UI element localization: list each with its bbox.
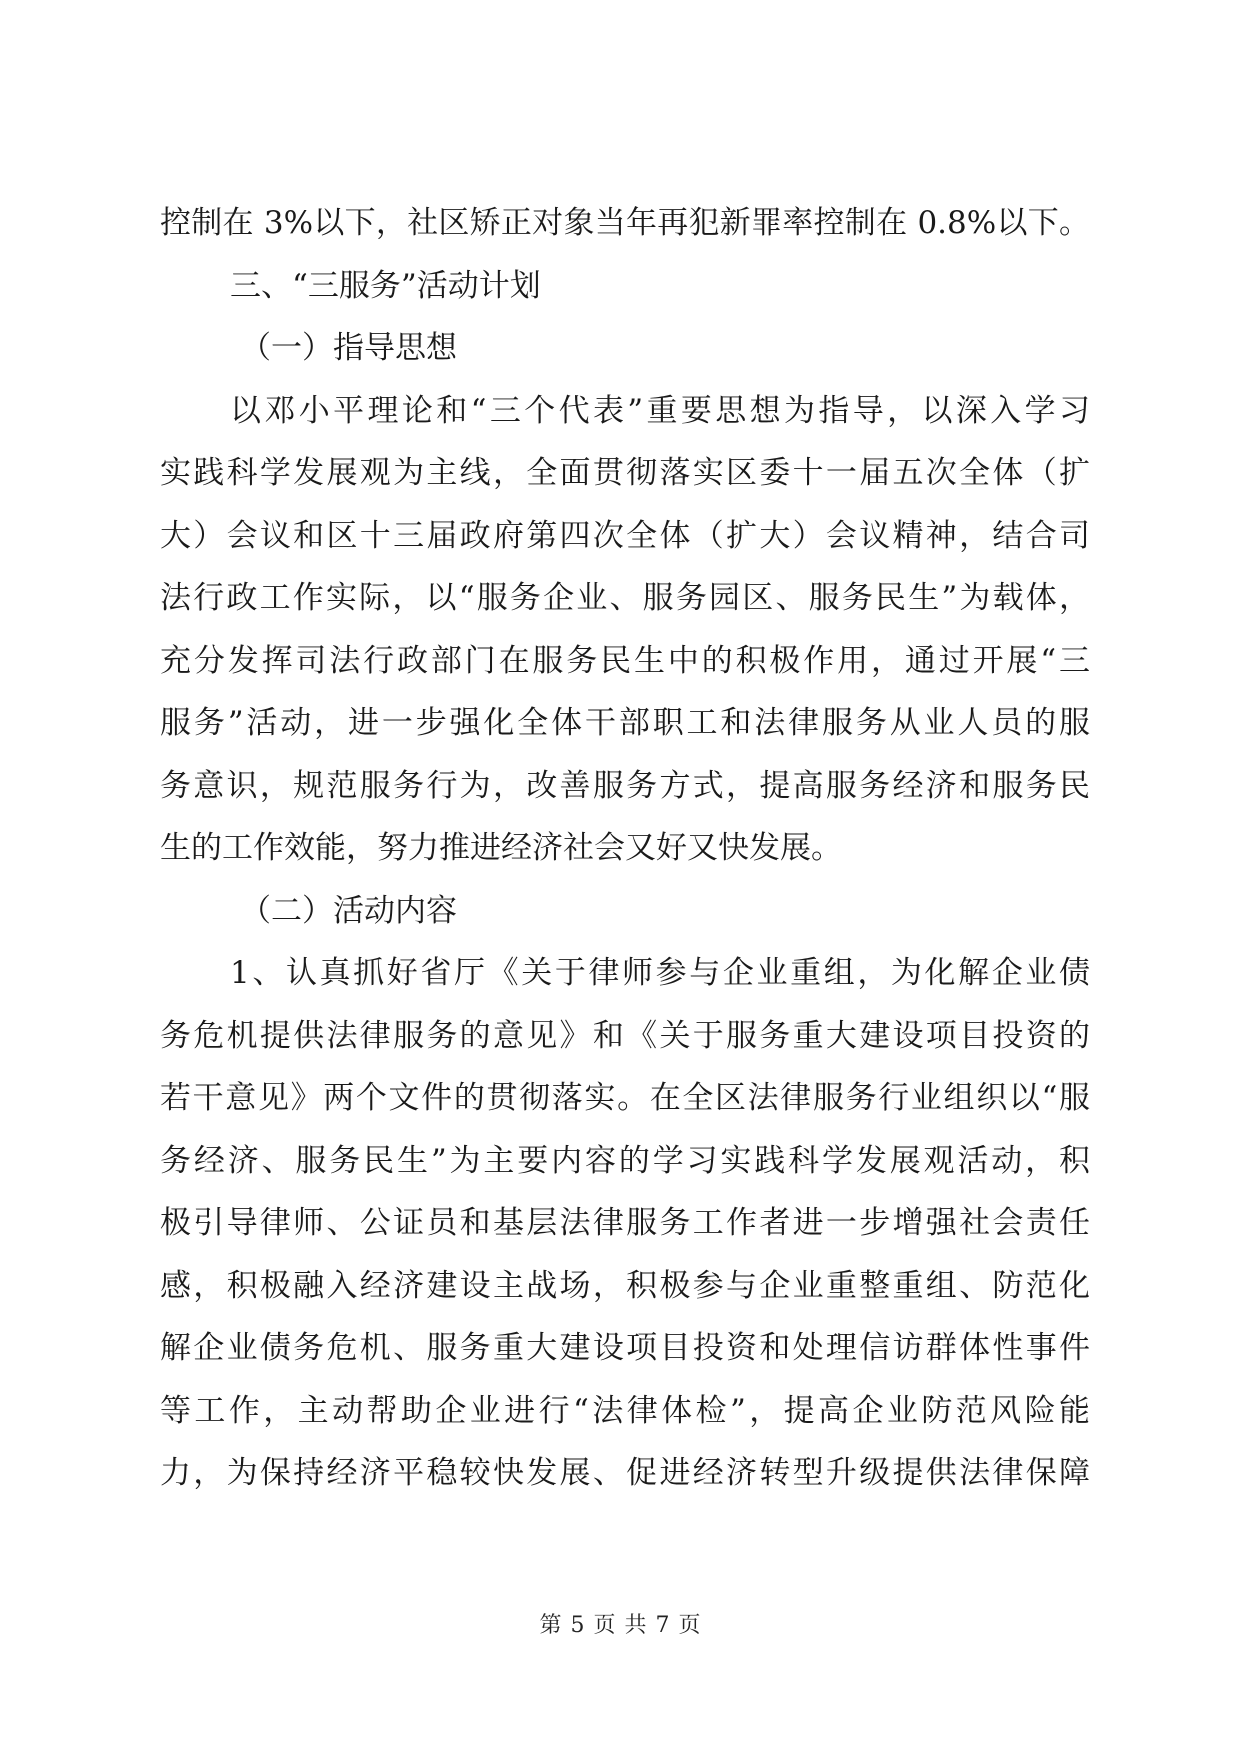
- body-line: 务危机提供法律服务的意见》和《关于服务重大建设项目投资的: [160, 1017, 1090, 1054]
- page-number-label: 第 5 页 共 7 页: [539, 1613, 702, 1638]
- section-heading: 三、“三服务”活动计划: [230, 267, 541, 304]
- body-line: 控制在 3%以下，社区矫正对象当年再犯新罪率控制在 0.8%以下。: [160, 205, 1090, 241]
- page-footer: [0, 1608, 1241, 1639]
- document-body: [160, 192, 1090, 1505]
- body-line: 等工作，主动帮助企业进行“法律体检”，提高企业防范风险能: [160, 1392, 1090, 1429]
- body-line: 以邓小平理论和“三个代表”重要思想为指导，以深入学习: [230, 392, 1090, 429]
- body-line: 若干意见》两个文件的贯彻落实。在全区法律服务行业组织以“服: [160, 1080, 1090, 1116]
- body-line: 务意识，规范服务行为，改善服务方式，提高服务经济和服务民: [160, 767, 1090, 804]
- body-line: 极引导律师、公证员和基层法律服务工作者进一步增强社会责任: [160, 1205, 1090, 1241]
- body-line: 力，为保持经济平稳较快发展、促进经济转型升级提供法律保障: [160, 1455, 1090, 1491]
- body-line: 解企业债务危机、服务重大建设项目投资和处理信访群体性事件: [160, 1330, 1090, 1366]
- subsection-heading: （一）指导思想: [240, 330, 457, 366]
- body-line: 1、认真抓好省厅《关于律师参与企业重组，为化解企业债: [230, 955, 1090, 991]
- body-line: 服务”活动，进一步强化全体干部职工和法律服务从业人员的服: [160, 705, 1090, 741]
- subsection-heading: （二）活动内容: [240, 892, 457, 929]
- body-line: 生的工作效能，努力推进经济社会又好又快发展。: [160, 830, 842, 866]
- body-line: 充分发挥司法行政部门在服务民生中的积极作用，通过开展“三: [160, 642, 1090, 679]
- body-line: 务经济、服务民生”为主要内容的学习实践科学发展观活动，积: [160, 1142, 1090, 1179]
- body-line: 实践科学发展观为主线，全面贯彻落实区委十一届五次全体（扩: [160, 455, 1090, 491]
- body-line: 感，积极融入经济建设主战场，积极参与企业重整重组、防范化: [160, 1267, 1090, 1304]
- body-line: 大）会议和区十三届政府第四次全体（扩大）会议精神，结合司: [160, 517, 1090, 554]
- body-line: 法行政工作实际，以“服务企业、服务园区、服务民生”为载体，: [160, 580, 1090, 616]
